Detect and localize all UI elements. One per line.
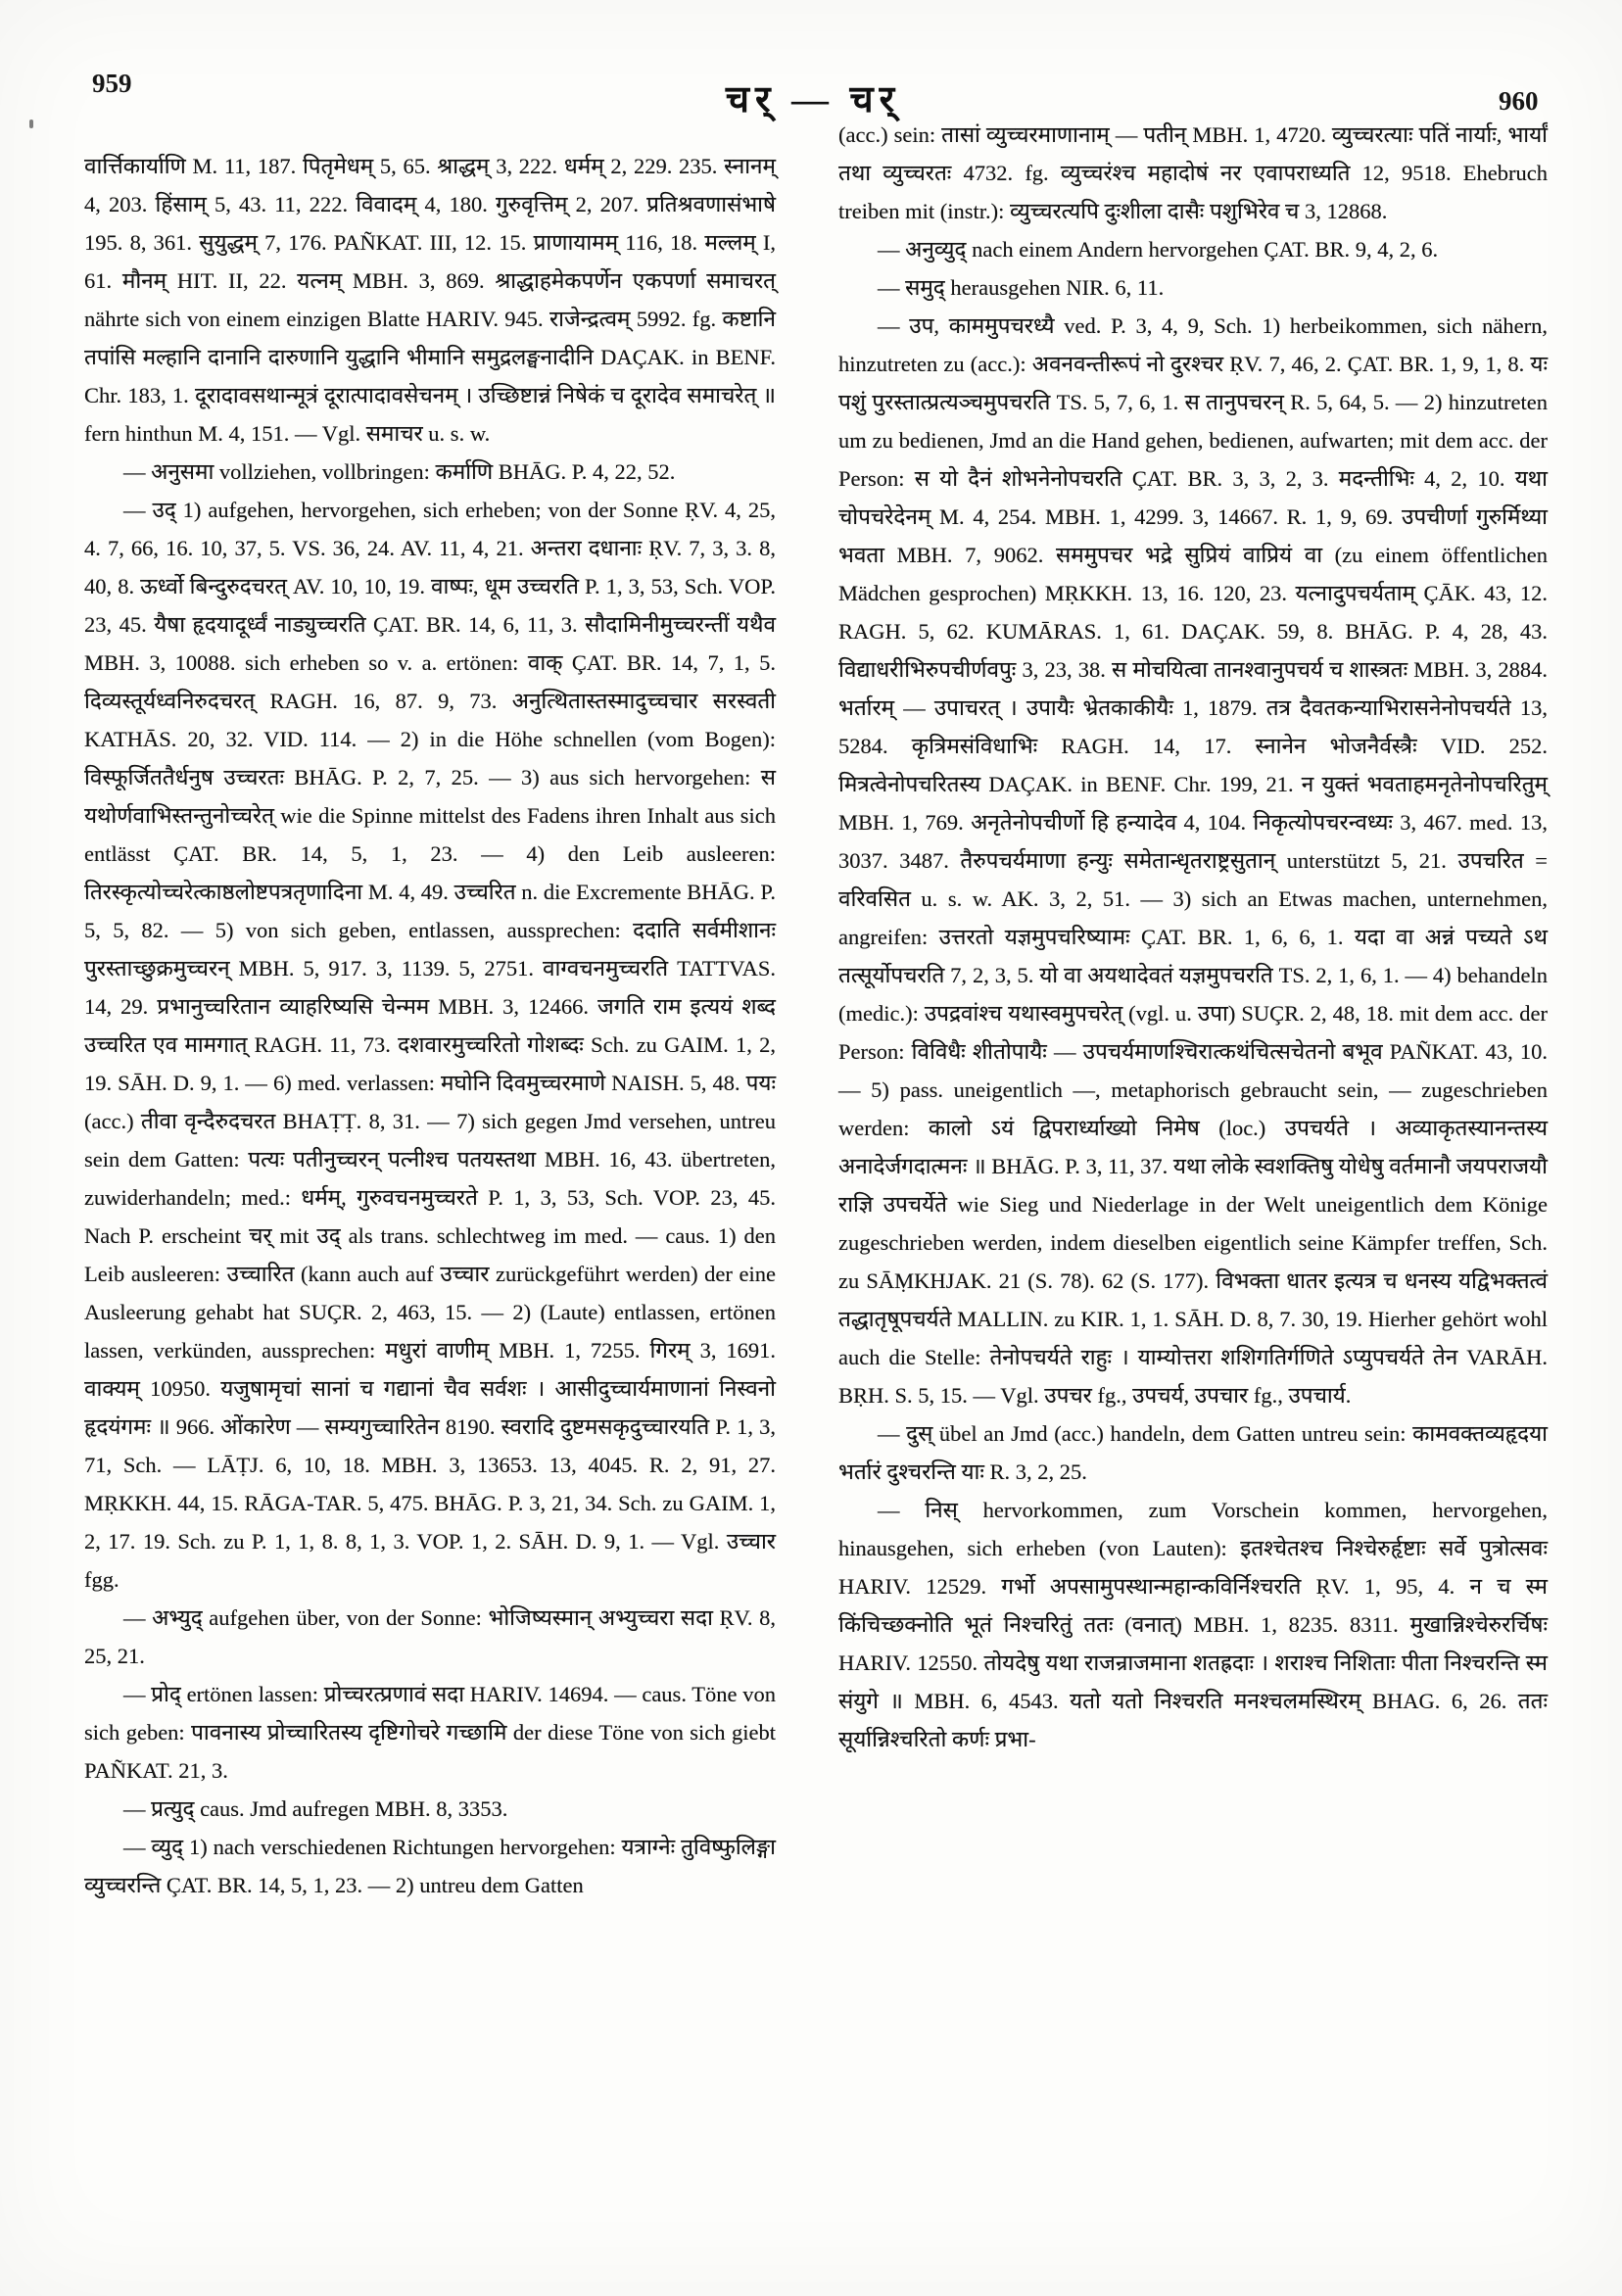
left-column — [84, 147, 776, 2086]
dictionary-entry-ud: — उद् 1) aufgehen, hervorgehen, sich erheben; von der Sonne ṚV. 4, 25, 4. 7, 66, 16. 10, 37, 5. VS. 36, 24. AV. 11, 4, 21. अन्तरा दधानाः ṚV. 7, 3, 3. 8, 40, 8. ऊर्ध्वो बिन्दुरुदचरत् AV. 10, 10, 19. वाष्पः, धूम उच्चरति P. 1, 3, 53, Sch. VOP. 23, 45. यैषा हृदयादूर्ध्वं नाड्युच्चरति ÇAT. BR. 14, 6, 11, 3. सौदामिनीमुच्चरन्तीं यथैव MBH. 3, 10088. sich erheben so v. a. ertönen: वाक् ÇAT. BR. 14, 7, 1, 5. दिव्यस्तूर्यध्वनिरुदचरत् RAGH. 16, 87. 9, 73. अनुत्थितास्तस्मादुच्चचार सरस्वती KATHĀS. 20, 32. VID. 114. — 2) in die Höhe schnellen (vom Bogen): विस्फूर्जिततैर्धनुष उच्चरतः BHĀG. P. 2, 7, 25. — 3) aus sich hervorgehen: स यथोर्णवाभिस्तन्तुनोच्चरेत् wie die Spinne mittelst des Fadens ihren Inhalt aus sich entlässt ÇAT. BR. 14, 5, 1, 23. — 4) den Leib ausleeren: तिरस्कृत्योच्चरेत्काष्ठलोष्टपत्रतृणादिना M. 4, 49. उच्चरित n. die Excremente BHĀG. P. 5, 5, 82. — 5) von sich geben, entlassen, aussprechen: ददाति सर्वमीशानः पुरस्ताच्छुक्रमुच्चरन् MBH. 5, 917. 3, 1139. 5, 2751. वाग्वचनमुच्चरति TATTVAS. 14, 29. प्रभानुच्चरितान व्याहरिष्यसि चेन्मम MBH. 3, 12466. जगति राम इत्ययं शब्द उच्चरित एव मामगात् RAGH. 11, 73. दशवारमुच्चरितो गोशब्दः Sch. zu GAIM. 1, 2, 19. SĀH. D. 9, 1. — 6) med. verlassen: मघोनि दिवमुच्चरमाणे NAISH. 5, 48. पयः (acc.) तीवा वृन्दैरुदचरत BHAṬṬ. 8, 31. — 7) sich gegen Jmd versehen, untreu sein dem Gatten: पत्यः पतीनुच्चरन् पत्नीश्च पतयस्तथा MBH. 16, 43. übertreten, zuwiderhandeln; med.: धर्मम्, गुरुवचनमुच्चरते P. 1, 3, 53, Sch. VOP. 23, 45. Nach P. erscheint चर् mit उद् als trans. schlechtweg im med. — caus. 1) den Leib ausleeren: उच्चारित (kann auch auf उच्चार zurückgeführt werden) der eine Ausleerung gehabt hat SUÇR. 2, 463, 15. — 2) (Laute) entlassen, ertönen lassen, verkünden, aussprechen: मधुरां वाणीम् MBH. 1, 7255. गिरम् 3, 1691. वाक्यम् 10950. यजुषामृचां सानां च गद्यानां चैव सर्वशः । आसीदुच्चार्यमाणानां निस्वनो हृदयंगमः ॥ 966. ओंकारेण — सम्यगुच्चारितेन 8190. स्वरादि दुष्टमसकृदुच्चारयति P. 1, 3, 71, Sch. — LĀṬJ. 6, 10, 18. MBH. 3, 13653. 13, 4045. R. 2, 91, 27. MṚKKH. 44, 15. RĀGA-TAR. 5, 475. BHĀG. P. 3, 21, 34. Sch. zu GAIM. 1, 2, 17. 19. Sch. zu P. 1, 1, 8. 8, 1, 3. VOP. 1, 2. SĀH. D. 9, 1. — Vgl. उच्चार fgg. — [84, 498, 776, 1592]
dictionary-entry-anuvyud: — अनुव्युद् nach einem Andern hervorgehen ÇAT. BR. 9, 4, 2, 6. — [878, 237, 1439, 262]
dictionary-entry-nis: — निस् hervorkommen, zum Vorschein kommen, hervorgehen, hinausgehen, sich erheben (von Lauten): इतश्चेतश्च निश्चेरुर्हृष्टाः सर्वे पुत्रोत्सवः HARIV. 12529. गर्भो अपसामुपस्थान्महान्कविर्निश्चरति ṚV. 1, 95, 4. न च स्म किंचिच्छक्नोति भूतं निश्चरितुं ततः (वनात्) MBH. 1, 8235. 8311. मुखान्निश्चेरुरर्चिषः HARIV. 12550. तोयदेषु यथा राजन्राजमाना शतह्रदाः । शराश्च निशिताः पीता निश्चरन्ति स्म संयुगे ॥ MBH. 6, 4543. यतो यतो निश्चरति मनश्चलमस्थिरम् BHAG. 6, 26. ततः सूर्यान्निश्चरितो कर्णः प्रभा- — [838, 1498, 1548, 1751]
page-number-right: 960 — [1499, 86, 1539, 116]
dictionary-entry-vyud: — व्युद् 1) nach verschiedenen Richtungen hervorgehen: यत्राग्नेः तुविष्फुलिङ्गा व्युच्चरन्ति ÇAT. BR. 14, 5, 1, 23. — 2) untreu dem Gatten — [84, 1835, 776, 1897]
dictionary-paragraph: (acc.) sein: तासां व्युच्चरमाणानाम् — पतीन् MBH. 1, 4720. व्युच्चरत्याः पतिं नार्याः, भार्यां तथा व्युच्चरतः 4732. fg. व्युच्चरंश्च महादोषं नर एवापराध्यति 12, 9518. Ehebruch treiben mit (instr.): व्युच्चरत्यपि दुःशीला दासैः पशुभिरेव च 3, 12868. — [838, 122, 1548, 223]
dictionary-entry-anusamaa: — अनुसमा vollziehen, vollbringen: कर्माणि BHĀG. P. 4, 22, 52. — [123, 459, 676, 484]
scan-artifact — [29, 120, 33, 128]
dictionary-paragraph: वार्त्तिकार्याणि M. 11, 187. पितृमेधम् 5, 65. श्राद्धम् 3, 222. धर्मम् 2, 229. 235. स्नानम् 4, 203. हिंसाम् 5, 43. 11, 222. विवादम् 4, 180. गुरुवृत्तिम् 2, 207. प्रतिश्रवणासंभाषे 195. 8, 361. सुयुद्धम् 7, 176. PAÑKAT. III, 12. 15. प्राणायामम् 116, 18. मल्लम् I, 61. मौनम् HIT. II, 22. यत्नम् MBH. 3, 869. श्राद्धाहमेकपर्णेन एकपर्णा समाचरत् nährte sich von einem einzigen Blatte HARIV. 945. राजेन्द्रत्वम् 5992. fg. कष्टानि तपांसि मल्हानि दानानि दारुणानि युद्धानि भीमानि समुद्रलङ्घनादीनि DAÇAK. in BENF. Chr. 183, 1. दूरादावसथान्मूत्रं दूरात्पादावसेचनम् । उच्छिष्टान्नं निषेकं च दूरादेव समाचरेत् ॥ fern hinthun M. 4, 151. — Vgl. समाचर u. s. w. — [84, 154, 776, 446]
running-head: चर् — चर् — [725, 79, 901, 120]
dictionary-entry-samud: — समुद् herausgehen NIR. 6, 11. — [878, 275, 1165, 300]
dictionary-entry-pratyud: — प्रत्युद् caus. Jmd aufregen MBH. 8, 3353. — [123, 1796, 508, 1821]
dictionary-entry-prod: — प्रोद् ertönen lassen: प्रोच्चरत्प्रणावं सदा HARIV. 14694. — caus. Töne von sich geben: पावनास्य प्रोच्चारितस्य दृष्टिगोचरे गच्छामि der diese Töne von sich giebt PAÑKAT. 21, 3. — [84, 1682, 776, 1783]
dictionary-entry-abhyud: — अभ्युद् aufgehen über, von der Sonne: भोजिष्यस्मान् अभ्युच्चरा सदा ṚV. 8, 25, 21. — [84, 1605, 776, 1668]
dictionary-entry-dus: — दुस् übel an Jmd (acc.) handeln, dem Gatten untreu sein: कामवक्तव्यहृदया भर्तारं दुश्चरन्ति याः R. 3, 2, 25. — [838, 1421, 1548, 1484]
right-column — [838, 116, 1548, 2163]
page-number-left: 959 — [92, 69, 132, 98]
dictionary-entry-upa: — उप, काममुपचरध्यै ved. P. 3, 4, 9, Sch. 1) herbeikommen, sich nähern, hinzutreten zu (acc.): अवनवन्तीरूपं नो दुरश्चर ṚV. 7, 46, 2. ÇAT. BR. 1, 9, 1, 8. यः पशुं पुरस्तात्प्रत्यञ्चमुपचरति TS. 5, 7, 6, 1. स तानुपचरन् R. 5, 64, 5. — 2) hinzutreten um zu bedienen, Jmd an die Hand gehen, bedienen, aufwarten; mit dem acc. der Person: स यो दैनं शोभनेनोपचरति ÇAT. BR. 3, 3, 2, 3. मदन्तीभिः 4, 2, 10. यथा चोपचरेदेनम् M. 4, 254. MBH. 1, 4299. 3, 14667. R. 1, 9, 69. उपचीर्णा गुरुर्मिथ्या भवता MBH. 7, 9062. सममुपचर भद्रे सुप्रियं वाप्रियं वा (zu einem öffentlichen Mädchen gesprochen) MṚKKH. 13, 16. 120, 23. यत्नादुपचर्यताम् ÇĀK. 43, 12. RAGH. 5, 62. KUMĀRAS. 1, 61. DAÇAK. 59, 8. BHĀG. P. 4, 28, 43. विद्याधरीभिरुपचीर्णवपुः 3, 23, 38. स मोचयित्वा तानश्वानुपचर्य च शास्त्रतः MBH. 3, 2884. भर्तारम् — उपाचरत् । उपायैः भ्रेतकाकीयैः 1, 1879. तत्र दैवतकन्याभिरासनेनोपचर्यते 13, 5284. कृत्रिमसंविधाभिः RAGH. 14, 17. स्नानेन भोजनैर्वस्त्रैः VID. 252. मित्रत्वेनोपचरितस्य DAÇAK. in BENF. Chr. 199, 21. न युक्तं भवताहमनृतेनोपचरितुम् MBH. 1, 769. अनृतेनोपचीर्णो हि हन्यादेव 4, 104. निकृत्योपचरन्वध्यः 3, 467. med. 13, 3037. 3487. तैरुपचर्यमाणा हन्युः समेतान्धृतराष्ट्रसुतान् unterstützt 5, 21. उपचरित = वरिवसित u. s. w. AK. 3, 2, 51. — 3) sich an Etwas machen, unternehmen, angreifen: उत्तरतो यज्ञमुपचरिष्यामः ÇAT. BR. 1, 6, 6, 1. यदा वा अन्नं पच्यते ऽथ तत्सूर्योपचरति 7, 2, 3, 5. यो वा अयथादेवतं यज्ञमुपचरति TS. 2, 1, 6, 1. — 4) behandeln (medic.): उपद्रवांश्च यथास्वमुपचरेत् (vgl. u. उपा) SUÇR. 2, 48, 18. mit dem acc. der Person: विविधैः शीतोपायैः — उपचर्यमाणश्चिरात्कथंचित्सचेतनो बभूव PAÑKAT. 43, 10. — 5) pass. uneigentlich —, metaphorisch gebraucht sein, — zugeschrieben werden: कालो ऽयं द्विपरार्ध्याख्यो निमेष (loc.) उपचर्यते । अव्याकृतस्यानन्तस्य अनादेर्जगदात्मनः ॥ BHĀG. P. 3, 11, 37. यथा लोके स्वशक्तिषु योधेषु वर्तमानौ जयपराजयौ राज्ञि उपचर्येते wie Sieg und Niederlage in der Welt uneigentlich dem Könige zugeschrieben werden, indem dieselben eigentlich seine Kämpfer treffen, Sch. zu SĀṂKHJAK. 21 (S. 78). 62 (S. 177). विभक्ता धातर इत्यत्र च धनस्य यद्विभक्तत्वं तद्धातृषूपचर्यते MALLIN. zu KIR. 1, 1. SĀH. D. 8, 7. 30, 19. Hierher gehört wohl auch die Stelle: तेनोपचर्यते राहुः । याम्योत्तरा शशिगतिर्गणिते ऽप्युपचर्यते तेन VARĀH. BṚH. S. 5, 15. — Vgl. उपचर fg., उपचर्य, उपचार fg., उपचार्य. — [838, 313, 1548, 1408]
